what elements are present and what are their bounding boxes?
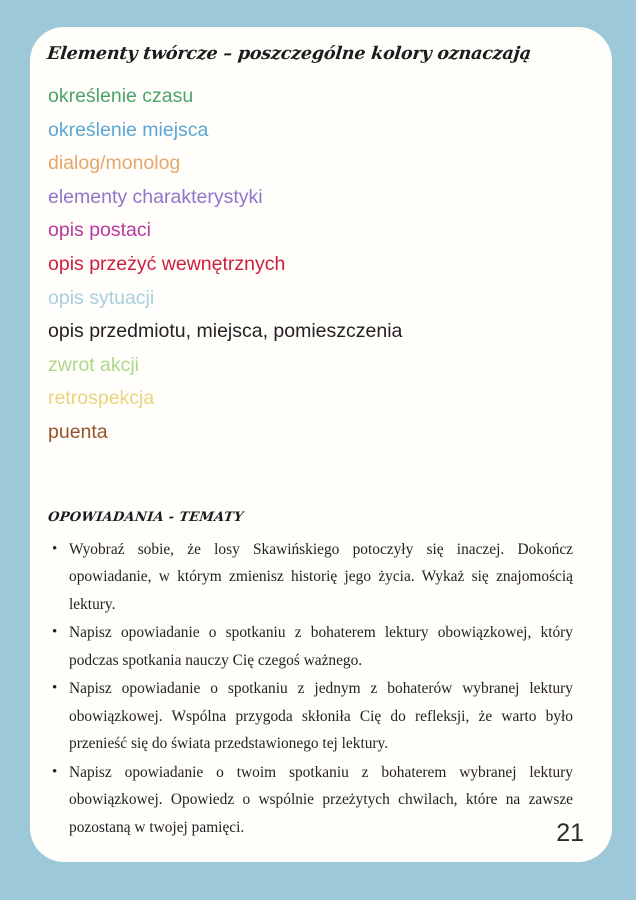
topics-section-title: OPOWIADANIA - TEMATY xyxy=(47,509,245,525)
bullet-icon: • xyxy=(52,624,58,641)
legend-item: dialog/monolog xyxy=(48,152,181,175)
bullet-icon: • xyxy=(52,763,58,780)
legend-item: opis postaci xyxy=(48,219,151,242)
legend-item: zwrot akcji xyxy=(48,353,140,376)
legend-item: retrospekcja xyxy=(48,387,155,410)
topic-text: Napisz opowiadanie o spotkaniu z jednym z bohaterów wybranej lektury obowiązkowej. Wspólna przygoda skłoniła Cię do refleksji, że warto było przenieść się do świata przedstawionego tej lektury. xyxy=(69,680,573,753)
topics-list xyxy=(48,525,596,842)
bullet-icon: • xyxy=(52,540,58,557)
legend-item: określenie miejsca xyxy=(48,118,209,141)
creative-elements-legend-list xyxy=(48,64,596,450)
legend-item: puenta xyxy=(48,420,108,443)
topic-text: Napisz opowiadanie o twoim spotkaniu z bohaterem wybranej lektury obowiązkowej. Opowiedz o wspólnie przeżytych chwilach, które na zawsze pozostaną w twojej pamięci. xyxy=(69,763,573,836)
topic-text: Napisz opowiadanie o spotkaniu z bohaterem lektury obowiązkowej, który podczas spotkania nauczy Cię czegoś ważnego. xyxy=(69,624,573,669)
topic-list-item xyxy=(48,675,575,758)
legend-item: opis przeżyć wewnętrznych xyxy=(48,252,286,275)
topics-section xyxy=(48,510,596,842)
legend-item: elementy charakterystyki xyxy=(48,185,263,208)
topic-text: Wyobraź sobie, że losy Skawińskiego potoczyły się inaczej. Dokończ opowiadanie, w którym zmienisz historię jego życia. Wykaż się znajomością lektury. xyxy=(69,540,573,613)
page-number: 21 xyxy=(556,819,584,847)
topic-list-item xyxy=(48,536,575,619)
content-card xyxy=(30,27,612,862)
bullet-icon: • xyxy=(52,680,58,697)
legend-section-title: Elementy twórcze – poszczególne kolory oznaczają xyxy=(46,44,532,64)
legend-item: określenie czasu xyxy=(48,85,194,107)
topic-list-item xyxy=(48,619,575,674)
legend-item: opis sytuacji xyxy=(48,286,155,309)
topic-list-item xyxy=(48,759,575,842)
card-inner xyxy=(48,27,596,862)
legend-item: opis przedmiotu, miejsca, pomieszczenia xyxy=(48,320,403,343)
